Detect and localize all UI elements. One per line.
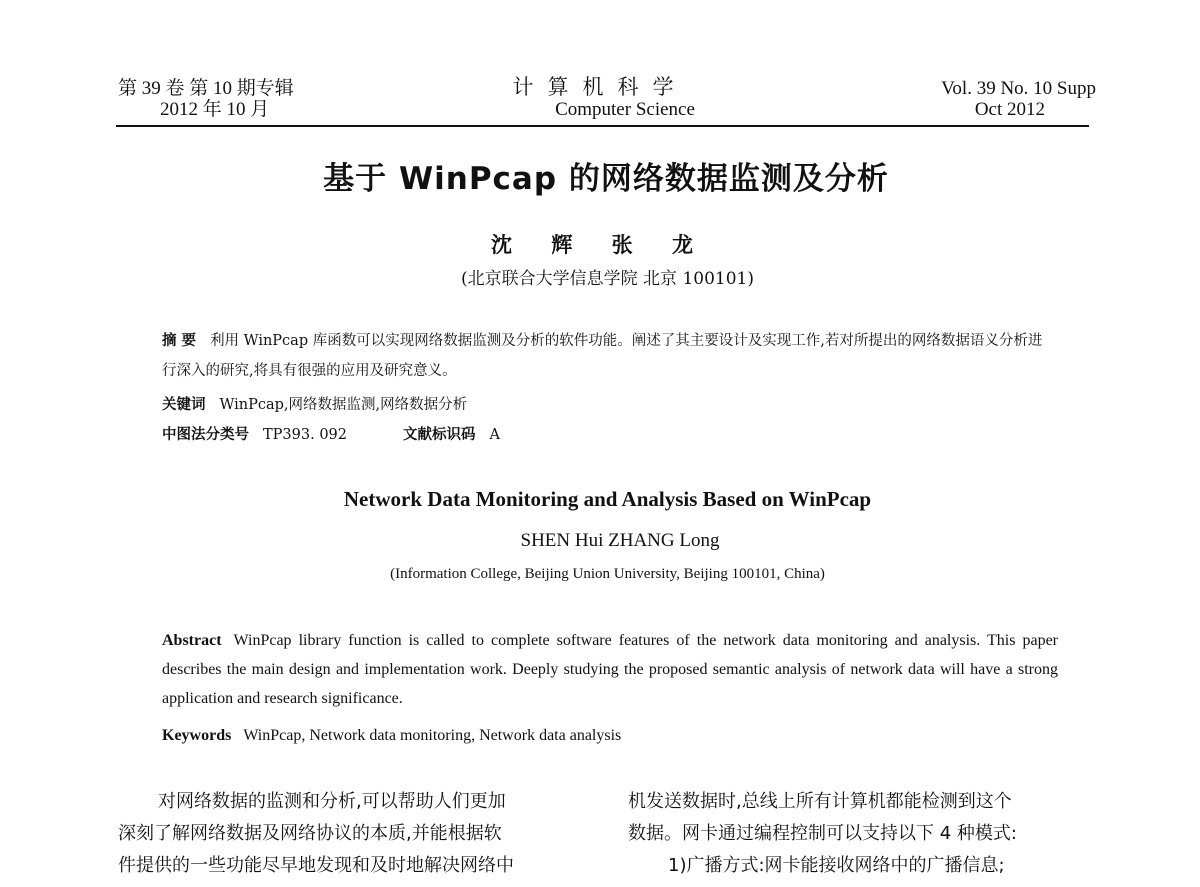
paper-affiliation: (北京联合大学信息学院 北京 100101) [461,269,754,289]
body-right-line: 机发送数据时,总线上所有计算机都能检测到这个 [628,791,1012,812]
body-column-right [628,786,1108,882]
body-right-line: 1)广播方式:网卡能接收网络中的广播信息; [668,855,1005,876]
paper-title: 基于 WinPcap 的网络数据监测及分析 [323,161,889,197]
body-column-left [118,786,588,882]
body-left-line: 件提供的一些功能尽早地发现和及时地解决网络中 [118,855,514,876]
keywords-cn [162,390,1052,420]
body-right-line: 数据。网卡通过编程控制可以支持以下 4 种模式: [628,823,1017,844]
header-date-cn: 2012 年 10 月 [160,99,270,120]
header-date-en: Oct 2012 [974,99,1045,120]
body-left-line: 对网络数据的监测和分析,可以帮助人们更加 [158,791,506,812]
journal-name-cn: 计算机科学 [512,75,688,99]
header-rule [116,125,1089,127]
header-volume-en: Vol. 39 No. 10 Supp [941,78,1096,99]
doc-code-label: 文献标识码 [403,427,476,443]
header-volume-issue: 第 39 卷 第 10 期专辑 [118,78,294,99]
english-affiliation: (Information College, Beijing Union University, Beijing 100101, China) [390,566,825,582]
journal-name-en: Computer Science [555,99,695,120]
keywords-en-label: Keywords [162,727,232,744]
abstract-cn-text: 利用 WinPcap 库函数可以实现网络数据监测及分析的软件功能。阐述了其主要设计及实现工作,若对所提出的网络数据语义分析进行深入的研究,将具有很强的应用及研究意义。 [162,333,1043,379]
english-title: Network Data Monitoring and Analysis Based on WinPcap [343,487,872,511]
keywords-en-text: WinPcap, Network data monitoring, Network data analysis [243,727,622,744]
abstract-en-text: WinPcap library function is called to complete software features of the network data monitoring and analysis. This paper describes the main design and implementation work. Deeply studying the proposed semantic analysis of network data will have a strong application and research significance. [162,632,1058,707]
abstract-en [162,626,1058,713]
abstract-cn-label: 摘 要 [162,333,197,349]
abstract-cn [162,326,1052,386]
body-left-line: 深刻了解网络数据及网络协议的本质,并能根据软 [118,823,502,844]
keywords-en [162,721,1058,750]
abstract-en-label: Abstract [162,632,222,649]
doc-code-value: A [489,427,500,443]
english-authors: SHEN Hui ZHANG Long [520,530,720,551]
paper-authors: 沈 辉 张 龙 [491,233,709,257]
classification-line [162,420,1052,450]
clc-value: TP393. 092 [263,427,347,443]
keywords-cn-text: WinPcap,网络数据监测,网络数据分析 [219,397,468,413]
keywords-cn-label: 关键词 [162,397,206,413]
clc-label: 中图法分类号 [162,427,249,443]
